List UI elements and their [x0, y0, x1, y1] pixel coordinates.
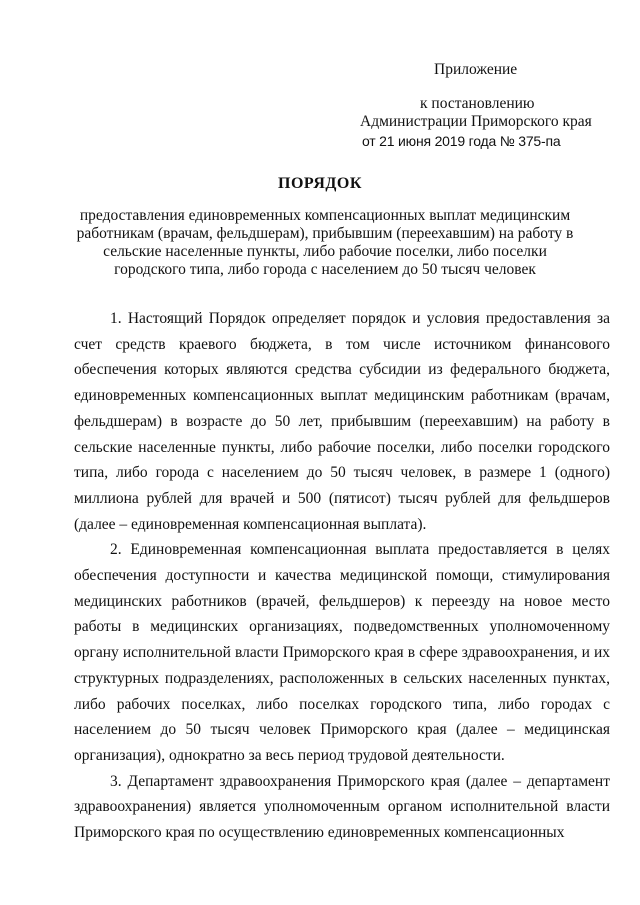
appendix-authority: Администрации Приморского края [360, 113, 592, 130]
appendix-date-number: от 21 июня 2019 года № 375-па [362, 133, 561, 149]
paragraph-3: 3. Департамент здравоохранения Приморского края (далее – департамент здравоохранения) является уполномоченным органом исполнительной власти Приморского края по осуществлению единовременных компенсационных [74, 772, 610, 842]
paragraph-2: 2. Единовременная компенсационная выплата предоставляется в целях обеспечения доступности и качества медицинской помощи, стимулирования медицинских работников (врачей, фельдшеров) к переезду на новое место работы в медицинских организациях, подведомственных уполномоченному органу исполнительной власти Приморского края в сфере здравоохранения, и их структурных подразделениях, расположенных в сельских населенных пунктах, либо рабочих поселках, либо поселках городского типа, либо городах с населением до 50 тысяч человек Приморского края (далее – медицинская организация), однократно за весь период трудовой деятельности. [74, 541, 610, 764]
document-body [74, 306, 610, 846]
appendix-title: Приложение [434, 61, 518, 78]
document-subtitle: предоставления единовременных компенсационных выплат медицинским работникам (врачам, фельдшерам), прибывшим (переехавшим) на работу в сельские населенные пункты, либо рабочие поселки, либо поселки городского типа, либо города с населением до 50 тысяч человек [76, 207, 574, 278]
appendix-resolution-ref: к постановлению [420, 95, 535, 112]
paragraph-1: 1. Настоящий Порядок определяет порядок и условия предоставления за счет средств краевого бюджета, в том числе источником финансового обеспечения которых являются средства субсидии из федерального бюджета, единовременных компенсационных выплат медицинским работникам (врачам, фельдшерам) в возрасте до 50 лет, прибывшим (переехавшим) на работу в сельские населенные пункты, либо рабочие поселки, либо поселки городского типа, либо города с населением до 50 тысяч человек, в размере 1 (одного) миллиона рублей для врачей и 500 (пятисот) тысяч рублей для фельдшеров (далее – единовременная компенсационная выплата). [74, 310, 610, 533]
document-title: ПОРЯДОК [278, 175, 362, 192]
